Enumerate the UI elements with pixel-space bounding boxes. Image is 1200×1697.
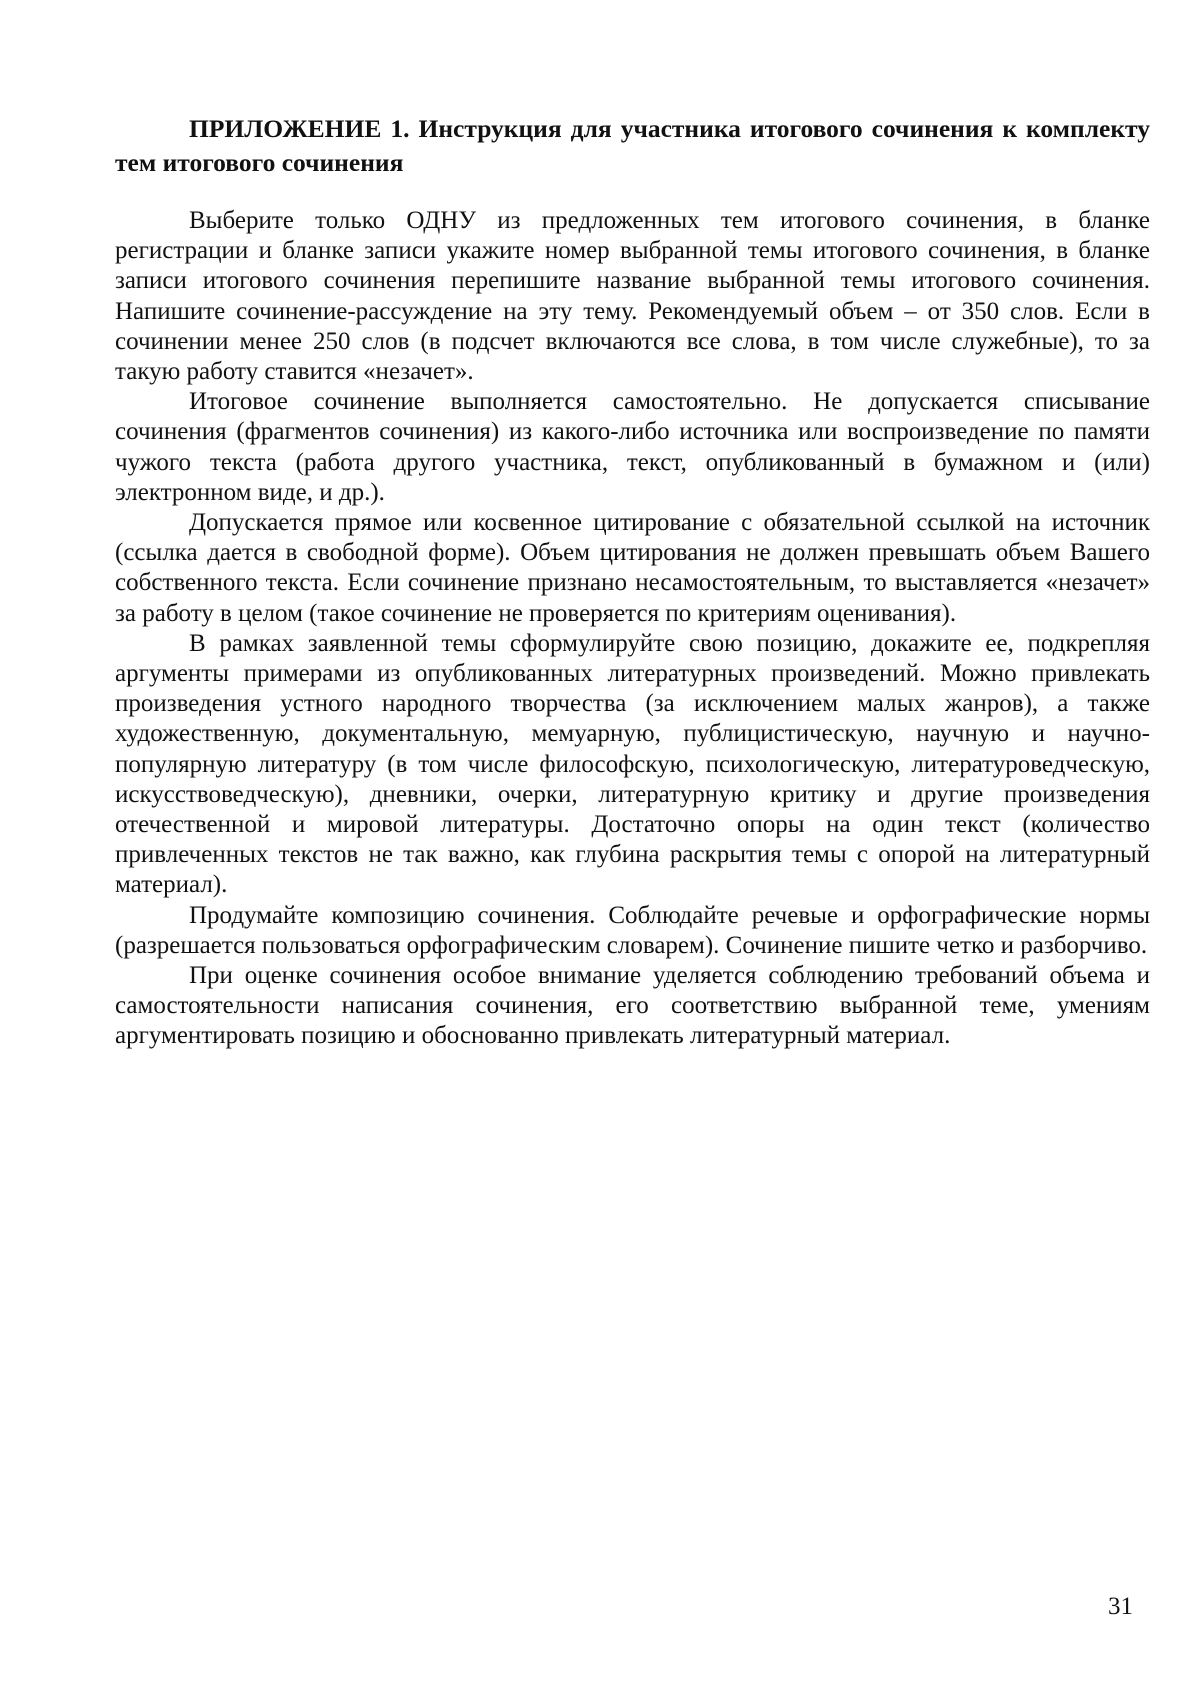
instruction-paragraph-2: Итоговое сочинение выполняется самостоятельно. Не допускается списывание сочинения (фрагментов сочинения) из какого-либо источника или воспроизведение по памяти чужого текста (работа другого участника, текст, опубликованный в бумажном и (или) электронном виде, и др.). [115, 388, 1150, 506]
instruction-paragraph-6: При оценке сочинения особое внимание уделяется соблюдению требований объема и самостоятельности написания сочинения, его соответствию выбранной теме, умениям аргументировать позицию и обоснованно привлекать литературный материал. [115, 962, 1150, 1050]
document-body [115, 112, 1150, 1052]
appendix-heading [115, 112, 1150, 180]
appendix-heading-text: ПРИЛОЖЕНИЕ 1. Инструкция для участника итогового сочинения к комплекту тем итогового сочинения [115, 114, 1150, 177]
instruction-paragraph-5: Продумайте композицию сочинения. Соблюдайте речевые и орфографические нормы (разрешается пользоваться орфографическим словарем). Сочинение пишите четко и разборчиво. [115, 901, 1150, 959]
instruction-paragraph-1: Выберите только ОДНУ из предложенных тем итогового сочинения, в бланке регистрации и бланке записи укажите номер выбранной темы итогового сочинения, в бланке записи итогового сочинения перепишите название выбранной темы итогового сочинения. Напишите сочинение-рассуждение на эту тему. Рекомендуемый объем – от 350 слов. Если в сочинении менее 250 слов (в подсчет включаются все слова, в том числе служебные), то за такую работу ставится «незачет». [115, 207, 1150, 386]
instruction-paragraph-4: В рамках заявленной темы сформулируйте свою позицию, докажите ее, подкрепляя аргументы примерами из опубликованных литературных произведений. Можно привлекать произведения устного народного творчества (за исключением малых жанров), а также художественную, документальную, мемуарную, публицистическую, научную и научно-популярную литературу (в том числе философскую, психологическую, литературоведческую, искусствоведческую), дневники, очерки, литературную критику и другие произведения отечественной и мировой литературы. Достаточно опоры на один текст (количество привлеченных текстов не так важно, как глубина раскрытия темы с опорой на литературный материал). [115, 629, 1150, 899]
page-number: 31 [1108, 1593, 1133, 1620]
instruction-paragraph-3: Допускается прямое или косвенное цитирование с обязательной ссылкой на источник (ссылка дается в свободной форме). Объем цитирования не должен превышать объем Вашего собственного текста. Если сочинение признано несамостоятельным, то выставляется «незачет» за работу в целом (такое сочинение не проверяется по критериям оценивания). [115, 509, 1150, 627]
